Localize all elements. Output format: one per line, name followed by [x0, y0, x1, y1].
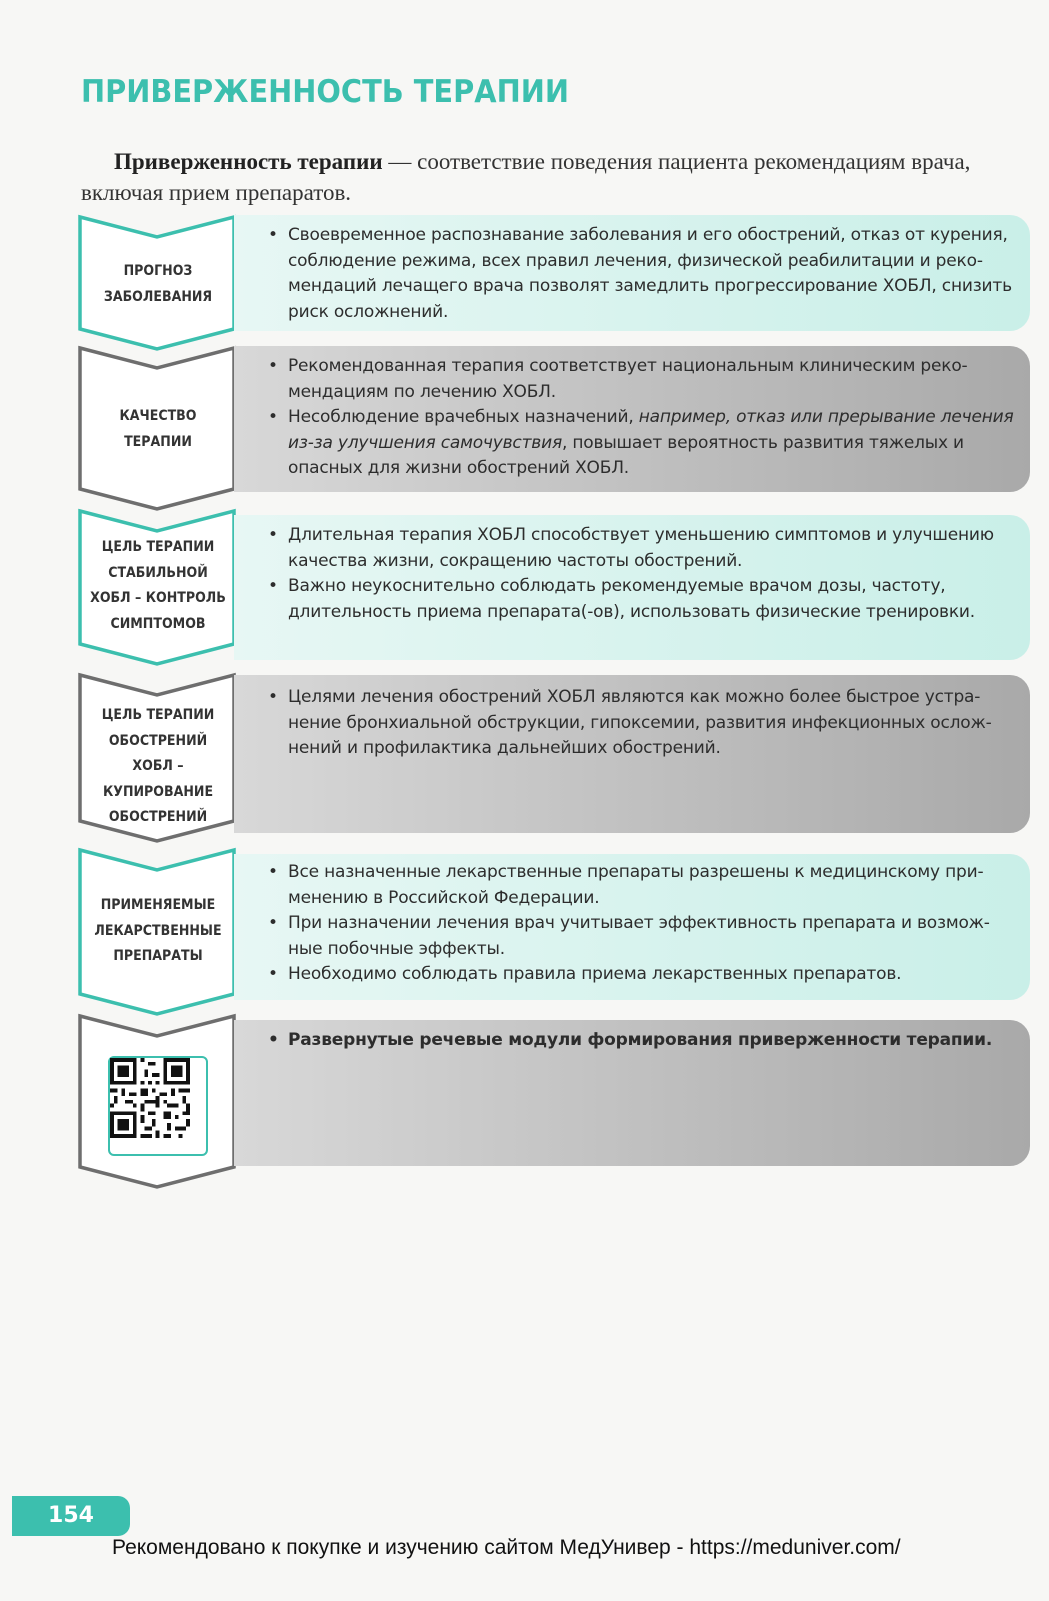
bullet-item: • Необходимо соблюдать правила приема лекарственных препаратов. [266, 962, 1016, 988]
row-prognosis [78, 215, 1030, 351]
chevron-exacerbation-goal [78, 673, 238, 843]
bullet-item: • Важно неукоснительно соблюдать рекомендуемые врачом дозы, частоту, длительность приема препарата(-ов), использовать физические тренировки. [266, 574, 1016, 625]
row-panel [234, 1020, 1030, 1166]
bullet-text: Несоблюдение врачебных назначений, [288, 407, 639, 427]
qr-code-icon [110, 1058, 190, 1138]
intro-definition: — соответствие поведения пациента рекомендациям врача, включая прием препаратов. [81, 149, 971, 205]
bullet-item: • Рекомендованная терапия соответствует национальным клиническим рекомендациям по лечению ХОБЛ. [266, 354, 1016, 405]
row-panel [234, 346, 1030, 492]
chevron-medications [78, 848, 238, 1016]
row-label: ЦЕЛЬ ТЕРАПИИ ОБОСТРЕНИЙ ХОБЛ – КУПИРОВАНИЕ ОБОСТРЕНИЙ [101, 707, 215, 825]
row-label: ПРОГНОЗ ЗАБОЛЕВАНИЯ [103, 263, 213, 305]
chevron-stable-goal [78, 509, 238, 666]
bullet-text: , повышает вероятность развития тяжелых и опасных для жизни обострений ХОБЛ. [288, 432, 964, 478]
row-panel [234, 854, 1030, 1000]
speech-modules-link[interactable]: • Развернутые речевые модули формирования приверженности терапии. [266, 1028, 1016, 1054]
row-stable-goal [78, 509, 1030, 666]
intro-paragraph [81, 146, 1031, 208]
row-label: КАЧЕСТВО ТЕРАПИИ [119, 408, 197, 450]
row-quality [78, 346, 1030, 511]
bullet-item: • При назначении лечения врач учитывает эффективность препарата и возможные побочные эффекты. [266, 911, 1016, 962]
chevron-speech-modules [78, 1014, 238, 1189]
row-panel [234, 675, 1030, 833]
bullet-item [266, 405, 1016, 482]
page-title: ПРИВЕРЖЕННОСТЬ ТЕРАПИИ [81, 74, 569, 110]
row-medications [78, 848, 1030, 1016]
bullet-item: • Своевременное распознавание заболевания и его обострений, отказ от курения, соблюдение режима, всех правил лечения, физической реабилитации и рекомендаций лечащего врача позволят замедлить прогрессирование ХОБЛ, снизить риск осложнений. [266, 223, 1016, 325]
row-exacerbation-goal [78, 673, 1030, 843]
page-number: 154 [12, 1496, 130, 1536]
row-label: ЦЕЛЬ ТЕРАПИИ СТАБИЛЬНОЙ ХОБЛ – КОНТРОЛЬ СИМПТОМОВ [90, 539, 226, 632]
chevron-prognosis [78, 215, 238, 351]
bullet-item: • Все назначенные лекарственные препараты разрешены к медицинскому применению в Российской Федерации. [266, 860, 1016, 911]
bullet-italic-text: например, отказ или прерывание лечения из-за улучшения самочувствия [288, 407, 1014, 453]
row-panel [234, 515, 1030, 660]
row-label: ПРИМЕНЯЕМЫЕ ЛЕКАРСТВЕННЫЕ ПРЕПАРАТЫ [94, 897, 222, 964]
intro-term: Приверженность терапии [114, 149, 383, 174]
row-speech-modules [78, 1014, 1030, 1189]
bullet-item: • Целями лечения обострений ХОБЛ являются как можно более быстрое устранение бронхиальной обструкции, гипоксемии, развития инфекционных осложнений и профилактика дальнейших обострений. [266, 685, 1016, 762]
bullet-item: • Длительная терапия ХОБЛ способствует уменьшению симптомов и улучшению качества жизни, сокращению частоты обострений. [266, 523, 1016, 574]
qr-code[interactable] [108, 1056, 208, 1156]
chevron-quality [78, 346, 238, 511]
row-panel [234, 215, 1030, 331]
footer-note[interactable]: Рекомендовано к покупке и изучению сайтом МедУнивер - https://meduniver.com/ [112, 1536, 901, 1559]
